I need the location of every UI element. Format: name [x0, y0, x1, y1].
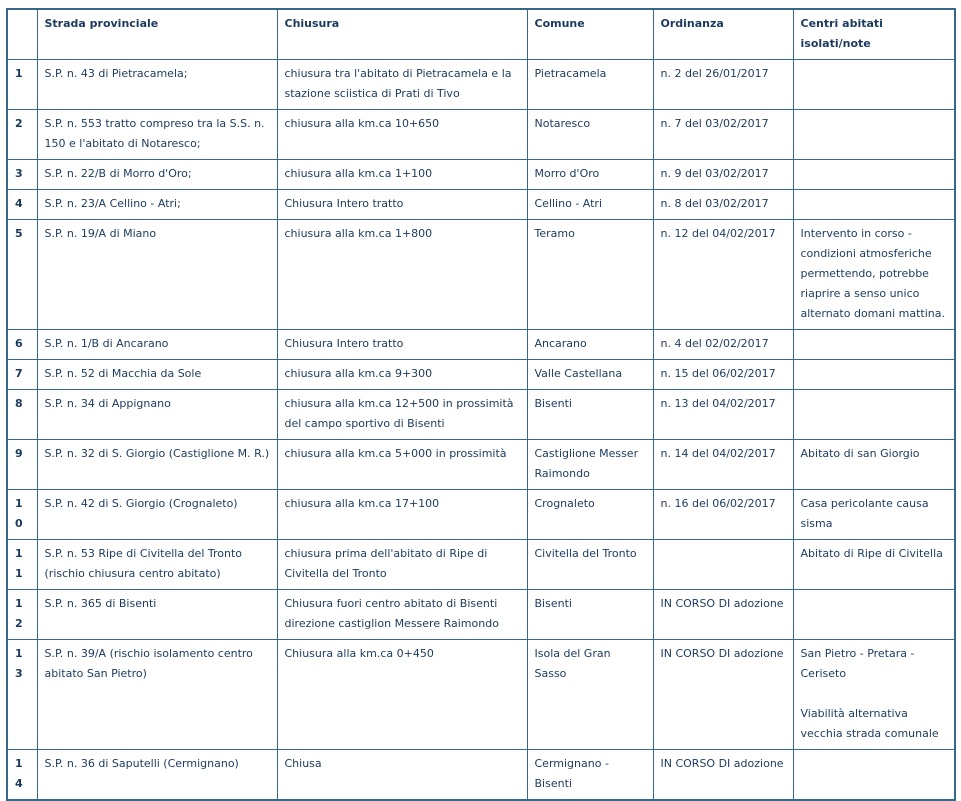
table-header-row — [7, 9, 955, 60]
cell-num: 2 — [7, 110, 37, 160]
cell-ordinanza: n. 9 del 03/02/2017 — [653, 160, 793, 190]
cell-num: 3 — [7, 160, 37, 190]
cell-num: 10 — [7, 490, 37, 540]
table-row — [7, 590, 955, 640]
cell-strada: S.P. n. 42 di S. Giorgio (Crognaleto) — [37, 490, 277, 540]
cell-num: 11 — [7, 540, 37, 590]
table-row — [7, 160, 955, 190]
cell-comune: Pietracamela — [527, 60, 653, 110]
cell-note — [793, 750, 955, 801]
header-row-number — [7, 9, 37, 60]
table-row — [7, 440, 955, 490]
cell-comune: Ancarano — [527, 330, 653, 360]
cell-chiusura: Chiusura fuori centro abitato di Bisenti direzione castiglion Messere Raimondo — [277, 590, 527, 640]
cell-comune: Bisenti — [527, 590, 653, 640]
table-row — [7, 190, 955, 220]
cell-note — [793, 390, 955, 440]
cell-chiusura: chiusura alla km.ca 9+300 — [277, 360, 527, 390]
cell-strada: S.P. n. 39/A (rischio isolamento centro abitato San Pietro) — [37, 640, 277, 750]
cell-strada: S.P. n. 553 tratto compreso tra la S.S. n. 150 e l'abitato di Notaresco; — [37, 110, 277, 160]
cell-chiusura: chiusura alla km.ca 5+000 in prossimità — [277, 440, 527, 490]
cell-note — [793, 60, 955, 110]
cell-ordinanza: n. 8 del 03/02/2017 — [653, 190, 793, 220]
table-row — [7, 490, 955, 540]
cell-num: 13 — [7, 640, 37, 750]
table-row — [7, 60, 955, 110]
cell-note — [793, 330, 955, 360]
cell-note — [793, 360, 955, 390]
cell-ordinanza: n. 12 del 04/02/2017 — [653, 220, 793, 330]
note-paragraph: San Pietro - Pretara - Ceriseto — [800, 647, 915, 680]
cell-num: 4 — [7, 190, 37, 220]
table-row — [7, 220, 955, 330]
note-paragraph: Intervento in corso - condizioni atmosferiche permettendo, potrebbe riaprire a senso unico alternato domani mattina. — [800, 227, 945, 320]
cell-chiusura: Chiusa — [277, 750, 527, 801]
cell-ordinanza: n. 2 del 26/01/2017 — [653, 60, 793, 110]
table-row — [7, 640, 955, 750]
cell-chiusura: Chiusura alla km.ca 0+450 — [277, 640, 527, 750]
cell-chiusura: chiusura alla km.ca 1+800 — [277, 220, 527, 330]
cell-comune: Castiglione Messer Raimondo — [527, 440, 653, 490]
cell-num: 9 — [7, 440, 37, 490]
cell-strada: S.P. n. 365 di Bisenti — [37, 590, 277, 640]
header-ordinanza: Ordinanza — [653, 9, 793, 60]
cell-chiusura: Chiusura Intero tratto — [277, 190, 527, 220]
cell-comune: Notaresco — [527, 110, 653, 160]
note-paragraph: Casa pericolante causa sisma — [800, 497, 929, 530]
cell-chiusura: chiusura alla km.ca 10+650 — [277, 110, 527, 160]
cell-note — [793, 590, 955, 640]
cell-comune: Bisenti — [527, 390, 653, 440]
cell-num: 8 — [7, 390, 37, 440]
cell-chiusura: chiusura alla km.ca 12+500 in prossimità del campo sportivo di Bisenti — [277, 390, 527, 440]
cell-note — [793, 490, 955, 540]
table-row — [7, 330, 955, 360]
cell-num: 12 — [7, 590, 37, 640]
table-row — [7, 540, 955, 590]
cell-comune: Valle Castellana — [527, 360, 653, 390]
cell-comune: Isola del Gran Sasso — [527, 640, 653, 750]
cell-chiusura: chiusura tra l'abitato di Pietracamela e la stazione sciistica di Prati di Tivo — [277, 60, 527, 110]
cell-comune: Crognaleto — [527, 490, 653, 540]
cell-comune: Cermignano - Bisenti — [527, 750, 653, 801]
cell-ordinanza: IN CORSO DI adozione — [653, 750, 793, 801]
cell-note — [793, 160, 955, 190]
cell-ordinanza: IN CORSO DI adozione — [653, 590, 793, 640]
cell-ordinanza — [653, 540, 793, 590]
table-row — [7, 110, 955, 160]
cell-ordinanza: n. 4 del 02/02/2017 — [653, 330, 793, 360]
cell-note — [793, 110, 955, 160]
cell-num: 6 — [7, 330, 37, 360]
note-paragraph: Abitato di san Giorgio — [800, 447, 920, 460]
header-centri-abitati-isolati-note: Centri abitati isolati/note — [793, 9, 955, 60]
road-closures-table — [6, 8, 956, 801]
cell-num: 5 — [7, 220, 37, 330]
cell-chiusura: chiusura alla km.ca 1+100 — [277, 160, 527, 190]
cell-ordinanza: n. 7 del 03/02/2017 — [653, 110, 793, 160]
cell-strada: S.P. n. 53 Ripe di Civitella del Tronto (rischio chiusura centro abitato) — [37, 540, 277, 590]
header-chiusura: Chiusura — [277, 9, 527, 60]
cell-chiusura: chiusura alla km.ca 17+100 — [277, 490, 527, 540]
table-row — [7, 390, 955, 440]
cell-chiusura: chiusura prima dell'abitato di Ripe di Civitella del Tronto — [277, 540, 527, 590]
cell-strada: S.P. n. 52 di Macchia da Sole — [37, 360, 277, 390]
cell-strada: S.P. n. 36 di Saputelli (Cermignano) — [37, 750, 277, 801]
cell-ordinanza: n. 16 del 06/02/2017 — [653, 490, 793, 540]
table-row — [7, 750, 955, 801]
cell-note — [793, 440, 955, 490]
cell-comune: Morro d'Oro — [527, 160, 653, 190]
note-paragraph: Viabilità alternativa vecchia strada comunale — [800, 707, 939, 740]
cell-comune: Teramo — [527, 220, 653, 330]
cell-ordinanza: IN CORSO DI adozione — [653, 640, 793, 750]
table-row — [7, 360, 955, 390]
cell-note — [793, 540, 955, 590]
cell-num: 1 — [7, 60, 37, 110]
cell-strada: S.P. n. 32 di S. Giorgio (Castiglione M. R.) — [37, 440, 277, 490]
note-paragraph: Abitato di Ripe di Civitella — [800, 547, 943, 560]
cell-num: 7 — [7, 360, 37, 390]
cell-strada: S.P. n. 43 di Pietracamela; — [37, 60, 277, 110]
header-strada-provinciale: Strada provinciale — [37, 9, 277, 60]
header-comune: Comune — [527, 9, 653, 60]
table-body — [7, 60, 955, 801]
cell-note — [793, 640, 955, 750]
cell-note — [793, 220, 955, 330]
cell-ordinanza: n. 15 del 06/02/2017 — [653, 360, 793, 390]
cell-ordinanza: n. 14 del 04/02/2017 — [653, 440, 793, 490]
cell-num: 14 — [7, 750, 37, 801]
cell-ordinanza: n. 13 del 04/02/2017 — [653, 390, 793, 440]
cell-note — [793, 190, 955, 220]
cell-strada: S.P. n. 23/A Cellino - Atri; — [37, 190, 277, 220]
cell-comune: Civitella del Tronto — [527, 540, 653, 590]
cell-chiusura: Chiusura Intero tratto — [277, 330, 527, 360]
cell-strada: S.P. n. 22/B di Morro d'Oro; — [37, 160, 277, 190]
cell-comune: Cellino - Atri — [527, 190, 653, 220]
cell-strada: S.P. n. 19/A di Miano — [37, 220, 277, 330]
cell-strada: S.P. n. 34 di Appignano — [37, 390, 277, 440]
cell-strada: S.P. n. 1/B di Ancarano — [37, 330, 277, 360]
